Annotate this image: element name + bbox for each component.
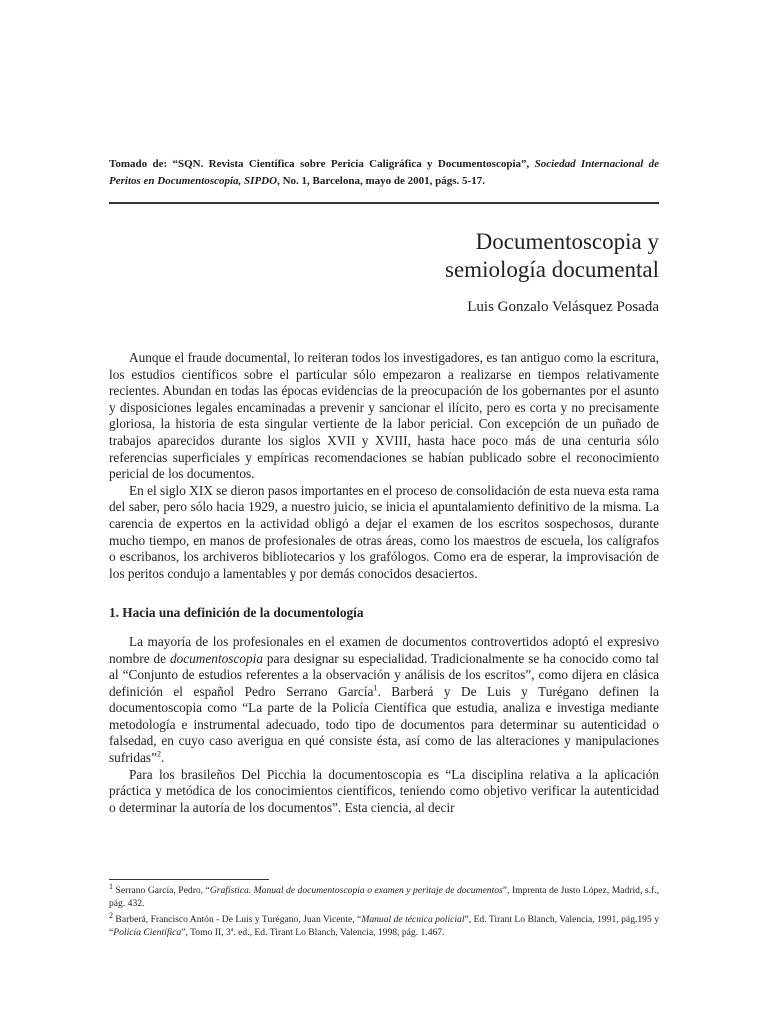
- footnote-title: Policía Científica: [113, 927, 182, 938]
- source-suffix: , No. 1, Barcelona, mayo de 2001, págs. 5-17.: [277, 175, 485, 187]
- section-paragraph-2: Para los brasileños Del Picchia la documentoscopia es “La disciplina relativa a la aplicación práctica y metódica de los conocimientos científicos, teniendo como objetivo verificar la autenticidad o determinar la autoría de los documentos”. Esta ciencia, al decir: [109, 766, 659, 815]
- footnote-divider: [109, 879, 269, 880]
- footnote-title: Manual de técnica policial: [361, 914, 465, 925]
- footnote-text: Barberá, Francisco Antón - De Luis y Turégano, Juan Vicente, “: [113, 914, 362, 925]
- footnote-title: Grafística. Manual de documentoscopia o examen y peritaje de documentos: [209, 885, 503, 896]
- footnote-number: 2: [109, 910, 113, 920]
- article-body: [109, 350, 659, 816]
- article-author: Luis Gonzalo Velásquez Posada: [467, 299, 659, 315]
- section-text: para designar su especialidad. Tradicionalmente se ha conocido como tal al “Conjunto de estudios referentes a la observación y análisis de los escritos”, como dijera en clásica definición el español Pedro Serrano García: [109, 650, 659, 699]
- footnote-1: [109, 881, 659, 910]
- footnote-ref-1[interactable]: 1: [373, 683, 378, 693]
- section-text: . Barberá y De Luis y Turégano definen la documentoscopia como “La parte de la Policía Científica que estudia, analiza e investiga mediante metodología e instrumental adecuado, todo tipo de documentos para determinar su autenticidad o falsedad, en cuyo caso averigua en qué consiste ésta, así como de las alteraciones y manipulaciones sufridas”: [109, 683, 659, 766]
- section-paragraph-1: [109, 634, 659, 767]
- title-line-1: Documentoscopia y: [475, 229, 659, 254]
- footnote-text: ”, Tomo II, 3ª. ed., Ed. Tirant Lo Blanch, Valencia, 1998, pág. 1.467.: [181, 927, 445, 938]
- footnote-text: ”, Ed. Tirant Lo Blanch, Valencia, 1991, pág.195 y “: [109, 914, 659, 938]
- footnote-number: 1: [109, 881, 113, 891]
- intro-paragraph-1: Aunque el fraude documental, lo reiteran todos los investigadores, es tan antiguo como la escritura, los estudios científicos sobre el particular sólo empezaron a realizarse en tiempos relativamente recientes. Abundan en todas las épocas evidencias de la preocupación de los gobernantes por el asunto y disposiciones legales encaminadas a prevenir y sancionar el ilícito, pero es corta y no precisamente gloriosa, la historia de esta singular vertiente de la labor pericial. Con excepción de un puñado de trabajos aparecidos durante los siglos XVII y XVIII, hasta hace poco más de una centuria sólo referencias superficiales y empíricas recomendaciones se habían publicado sobre el reconocimiento pericial de los documentos.: [109, 350, 659, 482]
- source-organization: Sociedad Internacional de Peritos en Documentoscopia, SIPDO: [109, 158, 659, 187]
- section-text: .: [161, 750, 165, 766]
- footnote-2: [109, 910, 659, 939]
- source-citation: [109, 156, 659, 190]
- title-line-2: semiología documental: [445, 257, 659, 282]
- section-text: La mayoría de los profesionales en el examen de documentos controvertidos adoptó el expresivo nombre de: [109, 633, 659, 666]
- footnote-ref-2[interactable]: 2: [157, 749, 161, 759]
- section-heading: 1. Hacia una definición de la documentología: [109, 605, 364, 621]
- footnote-text: ”, Imprenta de Justo López, Madrid, s.f., pág. 432.: [109, 885, 659, 909]
- intro-paragraph-2: En el siglo XIX se dieron pasos importantes en el proceso de consolidación de esta nueva esta rama del saber, pero sólo hacia 1929, a nuestro juicio, se inicia el apuntalamiento definitivo de la misma. La carencia de expertos en la actividad obligó a dejar el examen de los escritos sospechosos, durante mucho tiempo, en manos de profesionales de otras áreas, como los maestros de escuela, los calígrafos o escribanos, los archiveros bibliotecarios y los grafólogos. Como era de esperar, la improvisación de los peritos condujo a lamentables y por demás conocidos desaciertos.: [109, 482, 659, 581]
- footnote-text: Serrano García, Pedro, “: [113, 885, 210, 896]
- emphasized-term: documentoscopia: [169, 650, 264, 666]
- source-prefix: Tomado de: “SQN. Revista Científica sobre Pericia Caligráfica y Documentoscopia”,: [109, 158, 535, 170]
- header-divider: [109, 202, 659, 204]
- footnotes: [109, 881, 659, 942]
- article-title: [109, 228, 659, 284]
